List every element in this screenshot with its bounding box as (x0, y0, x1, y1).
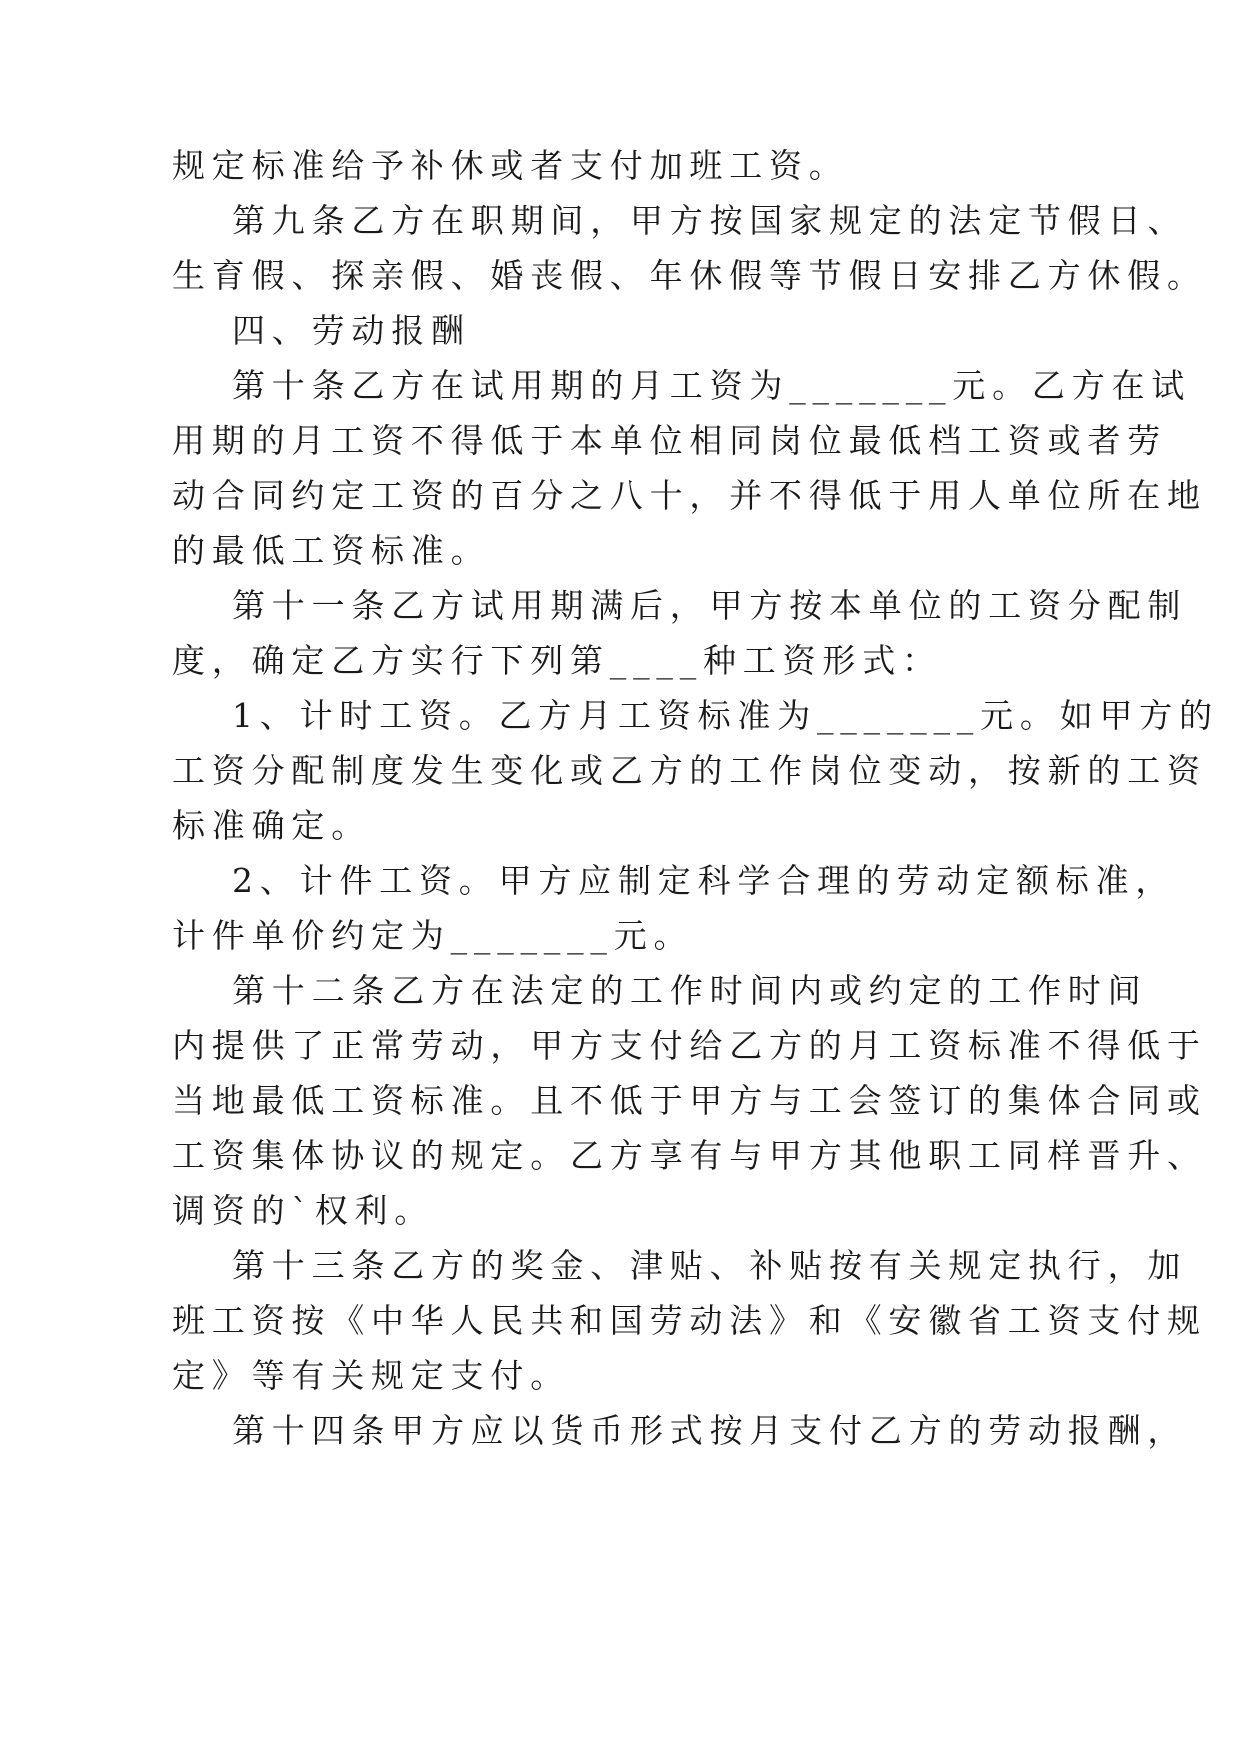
text-line: 工资集体协议的规定。乙方享有与甲方其他职工同样晋升、 (172, 1136, 1207, 1175)
text-line: 计件单价约定为_______元。 (172, 916, 694, 955)
text-line: 第十三条乙方的奖金、津贴、补贴按有关规定执行，加 (232, 1246, 1188, 1285)
text-line: 班工资按《中华人民共和国劳动法》和《安徽省工资支付规 (172, 1301, 1207, 1340)
text-line: 内提供了正常劳动，甲方支付给乙方的月工资标准不得低于 (172, 1026, 1207, 1065)
text-line: 规定标准给予补休或者支付加班工资。 (172, 146, 849, 185)
text-line: 调资的`权利。 (172, 1191, 435, 1230)
text-line: 1、计时工资。乙方月工资标准为_______元。如甲方的 (232, 696, 1219, 735)
text-line: 工资分配制度发生变化或乙方的工作岗位变动，按新的工资 (172, 751, 1207, 790)
text-line: 度，确定乙方实行下列第____种工资形式： (172, 641, 942, 680)
text-line: 定》等有关规定支付。 (172, 1356, 570, 1395)
text-line: 标准确定。 (172, 806, 371, 845)
text-line: 第九条乙方在职期间，甲方按国家规定的法定节假日、 (232, 201, 1188, 240)
text-line: 第十一条乙方试用期满后，甲方按本单位的工资分配制 (232, 586, 1188, 625)
text-line: 第十四条甲方应以货币形式按月支付乙方的劳动报酬， (232, 1411, 1188, 1450)
text-line: 当地最低工资标准。且不低于甲方与工会签订的集体合同或 (172, 1081, 1207, 1120)
text-line: 的最低工资标准。 (172, 531, 491, 570)
section-heading: 四、劳动报酬 (232, 311, 471, 350)
text-line: 用期的月工资不得低于本单位相同岗位最低档工资或者劳 (172, 421, 1167, 460)
text-line: 第十条乙方在试用期的月工资为_______元。乙方在试 (232, 366, 1192, 405)
text-line: 2、计件工资。甲方应制定科学合理的劳动定额标准， (232, 861, 1176, 900)
text-line: 生育假、探亲假、婚丧假、年休假等节假日安排乙方休假。 (172, 256, 1207, 295)
text-line: 动合同约定工资的百分之八十，并不得低于用人单位所在地 (172, 476, 1207, 515)
text-line: 第十二条乙方在法定的工作时间内或约定的工作时间 (232, 971, 1148, 1010)
